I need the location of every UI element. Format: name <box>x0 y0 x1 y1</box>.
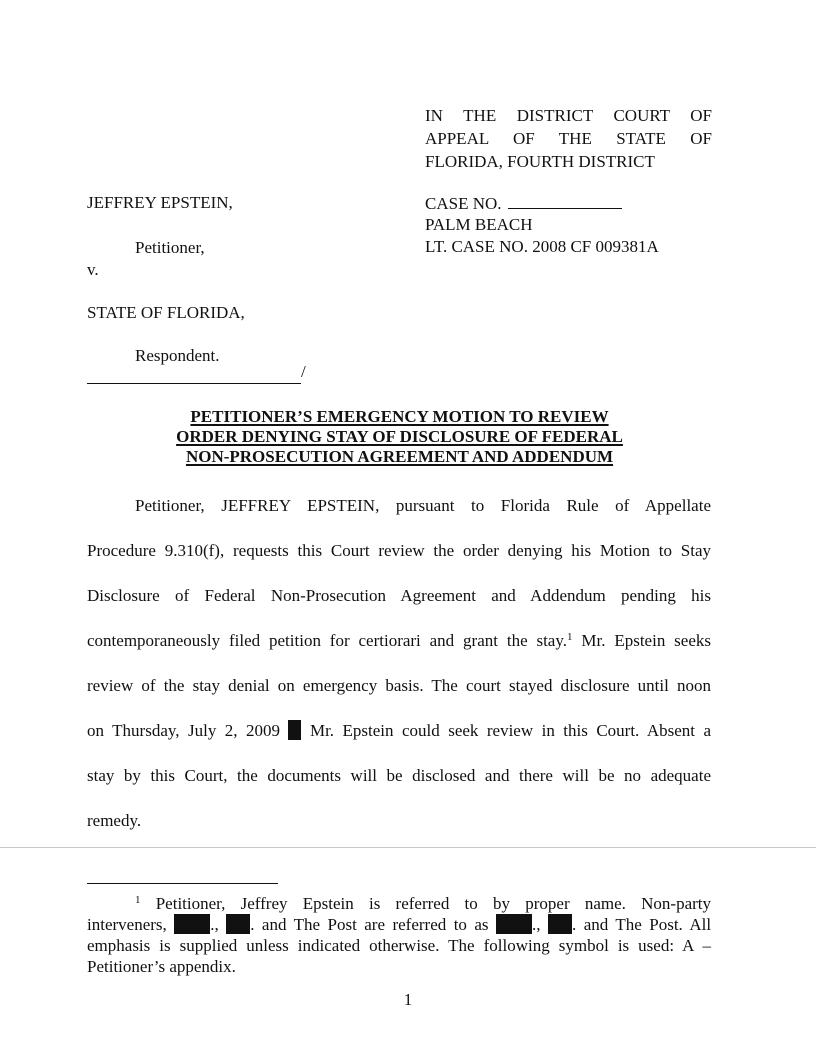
court-heading-line-3: FLORIDA, FOURTH DISTRICT <box>425 152 655 171</box>
court-heading-line-1: IN THE DISTRICT COURT OF <box>425 106 712 125</box>
redaction-box <box>548 914 572 934</box>
body-line-7: stay by this Court, the documents will be disclosed and there will be no adequate <box>87 766 711 785</box>
case-number-label: CASE NO. <box>425 194 502 213</box>
versus: v. <box>87 260 99 279</box>
body-line-2: Procedure 9.310(f), requests this Court review the order denying his Motion to Stay <box>87 541 711 560</box>
page-number: 1 <box>403 990 413 1009</box>
county: PALM BEACH <box>425 215 533 234</box>
respondent-role: Respondent. <box>135 346 220 365</box>
footnote-marker: 1 <box>135 894 141 906</box>
petitioner-name: JEFFREY EPSTEIN, <box>87 193 233 212</box>
petitioner-role: Petitioner, <box>135 238 205 257</box>
caption-signature-line <box>87 383 301 384</box>
footnote-separator <box>87 883 278 884</box>
motion-title <box>87 407 712 467</box>
body-line-3: Disclosure of Federal Non-Prosecution Agreement and Addendum pending his <box>87 586 711 605</box>
redaction-box <box>174 914 210 934</box>
body-line-6: on Thursday, July 2, 2009 Mr. Epstein could seek review in this Court. Absent a <box>87 721 711 740</box>
body-line-4: contemporaneously filed petition for certiorari and grant the stay.$^1$ Mr. Epstein seeks <box>87 631 712 650</box>
scan-divider-line <box>0 847 816 848</box>
case-number <box>425 192 622 215</box>
lower-tribunal-case-number: LT. CASE NO. 2008 CF 009381A <box>425 237 659 256</box>
footnote-line-1: $^1$ Petitioner, Jeffrey Epstein is referred to by proper name. Non-party <box>135 894 711 913</box>
redaction-box <box>288 720 301 740</box>
body-line-5: review of the stay denial on emergency basis. The court stayed disclosure until noon <box>87 676 711 695</box>
caption-slash: / <box>301 362 306 381</box>
court-heading-line-2: APPEAL OF THE STATE OF <box>425 129 712 148</box>
footnote-line-2: interveners, ., . and The Post are referred to as ., . and The Post. All <box>87 915 712 934</box>
footnote <box>87 893 711 977</box>
footnote-reference: 1 <box>567 631 573 643</box>
body-line-1: Petitioner, JEFFREY EPSTEIN, pursuant to Florida Rule of Appellate <box>135 496 711 515</box>
footnote-line-4: Petitioner’s appendix. <box>87 957 236 976</box>
motion-title-line-1: PETITIONER’S EMERGENCY MOTION TO REVIEW <box>190 407 609 426</box>
body-line-8: remedy. <box>87 811 142 830</box>
redaction-box <box>496 914 532 934</box>
respondent-name: STATE OF FLORIDA, <box>87 303 245 322</box>
motion-title-line-3: NON-PROSECUTION AGREEMENT AND ADDENDUM <box>185 447 614 466</box>
footnote-line-3: emphasis is supplied unless indicated otherwise. The following symbol is used: A – <box>87 936 711 955</box>
redaction-box <box>226 914 250 934</box>
body-paragraph <box>87 483 711 843</box>
case-number-blank <box>508 192 622 209</box>
motion-title-line-2: ORDER DENYING STAY OF DISCLOSURE OF FEDERAL <box>176 427 623 446</box>
